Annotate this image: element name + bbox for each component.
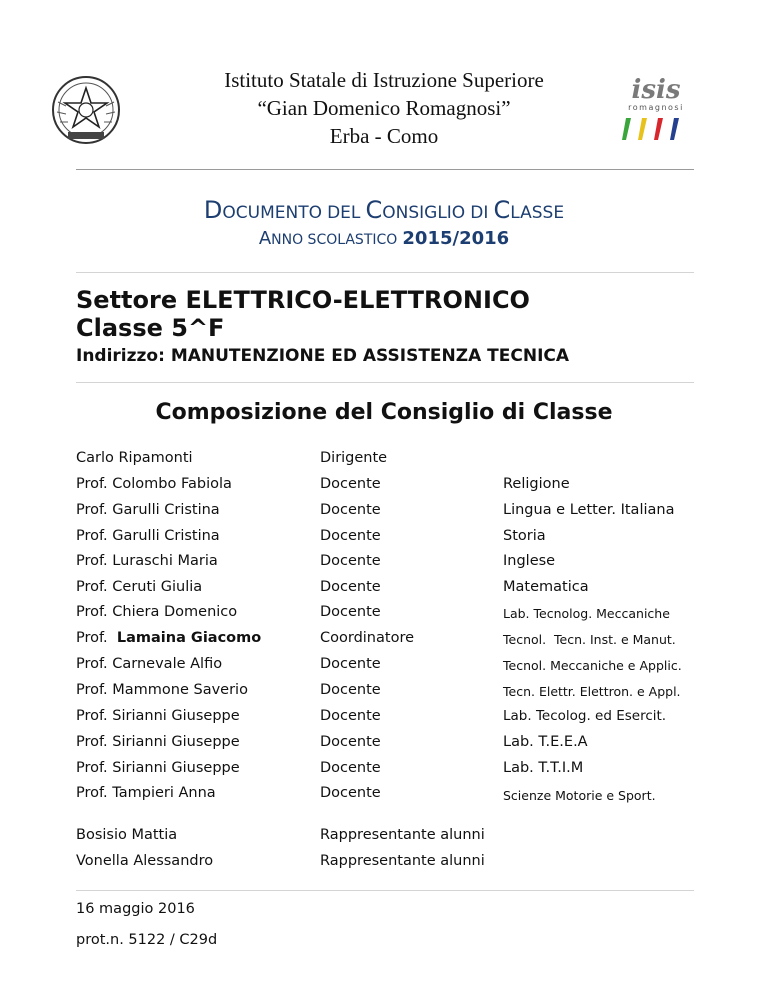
logo-subtext: romagnosi <box>628 103 684 112</box>
member-role: Coordinatore <box>320 630 415 646</box>
member-subject: Tecn. Elettr. Elettron. e Appl. <box>503 684 681 699</box>
member-name: Prof. Carnevale Alfio <box>76 656 223 672</box>
composition-title: Composizione del Consiglio di Classe <box>155 400 613 425</box>
member-role: Docente <box>320 682 381 698</box>
member-subject: Lab. Tecnolog. Meccaniche <box>503 606 670 621</box>
member-name: Prof. Garulli Cristina <box>76 528 220 544</box>
member-name: Prof. Colombo Fabiola <box>76 476 232 492</box>
title-divider <box>76 272 694 273</box>
member-name: Prof. Chiera Domenico <box>76 604 238 620</box>
member-role: Docente <box>320 604 381 620</box>
header-divider <box>76 169 694 170</box>
member-role: Docente <box>320 528 381 544</box>
student-name: Vonella Alessandro <box>76 853 214 869</box>
member-subject: Storia <box>503 528 546 544</box>
member-name: Prof. Mammone Saverio <box>76 682 248 698</box>
member-role: Dirigente <box>320 450 388 466</box>
member-subject: Scienze Motorie e Sport. <box>503 788 656 803</box>
student-name: Bosisio Mattia <box>76 827 178 843</box>
sector-heading: Settore ELETTRICO-ELETTRONICO <box>76 286 530 314</box>
member-subject: Tecnol. Meccaniche e Applic. <box>503 658 682 673</box>
member-name: Carlo Ripamonti <box>76 450 193 466</box>
member-name: Prof. Sirianni Giuseppe <box>76 760 240 776</box>
member-name: Prof. Sirianni Giuseppe <box>76 708 240 724</box>
isis-romagnosi-logo <box>612 74 700 146</box>
member-name: Prof. Ceruti Giulia <box>76 579 203 595</box>
student-role: Rappresentante alunni <box>320 853 485 869</box>
logo-stripe-red <box>654 118 663 140</box>
document-title: DOCUMENTO DEL CONSIGLIO DI CLASSE <box>203 196 565 224</box>
member-role: Docente <box>320 502 381 518</box>
member-role: Docente <box>320 785 381 801</box>
member-subject: Lab. T.T.I.M <box>503 760 584 776</box>
member-subject: Lab. Tecolog. ed Esercit. <box>503 708 667 724</box>
member-name: Prof. Lamaina Giacomo <box>76 630 262 646</box>
member-role: Docente <box>320 476 381 492</box>
document-date: 16 maggio 2016 <box>76 901 195 917</box>
member-role: Docente <box>320 553 381 569</box>
member-role: Docente <box>320 708 381 724</box>
member-name: Prof. Sirianni Giuseppe <box>76 734 240 750</box>
track-heading: Indirizzo: MANUTENZIONE ED ASSISTENZA TECNICA <box>76 346 570 366</box>
member-subject: Lingua e Letter. Italiana <box>503 502 675 518</box>
footer-divider <box>76 890 694 891</box>
member-subject: Matematica <box>503 579 589 595</box>
member-role: Docente <box>320 656 381 672</box>
member-role: Docente <box>320 579 381 595</box>
student-role: Rappresentante alunni <box>320 827 485 843</box>
school-year: ANNO SCOLASTICO 2015/2016 <box>258 228 510 249</box>
logo-text: isis <box>631 75 681 105</box>
republic-emblem <box>48 72 124 148</box>
member-name: Prof. Garulli Cristina <box>76 502 220 518</box>
institute-line-2: “Gian Domenico Romagnosi” <box>257 96 511 120</box>
member-subject: Inglese <box>503 553 556 569</box>
protocol-number: prot.n. 5122 / C29d <box>76 932 218 948</box>
member-name: Prof. Luraschi Maria <box>76 553 218 569</box>
logo-stripe-green <box>622 118 631 140</box>
member-subject: Lab. T.E.E.A <box>503 734 588 750</box>
institute-line-1: Istituto Statale di Istruzione Superiore <box>224 68 544 92</box>
member-subject: Tecnol. Tecn. Inst. e Manut. <box>503 632 676 647</box>
member-subject: Religione <box>503 476 570 492</box>
institute-line-3: Erba - Como <box>329 124 439 148</box>
sector-divider <box>76 382 694 383</box>
logo-stripe-blue <box>670 118 679 140</box>
member-role: Docente <box>320 760 381 776</box>
member-name: Prof. Tampieri Anna <box>76 785 216 801</box>
class-heading: Classe 5^F <box>76 314 225 342</box>
member-role: Docente <box>320 734 381 750</box>
logo-stripe-yellow <box>638 118 647 140</box>
